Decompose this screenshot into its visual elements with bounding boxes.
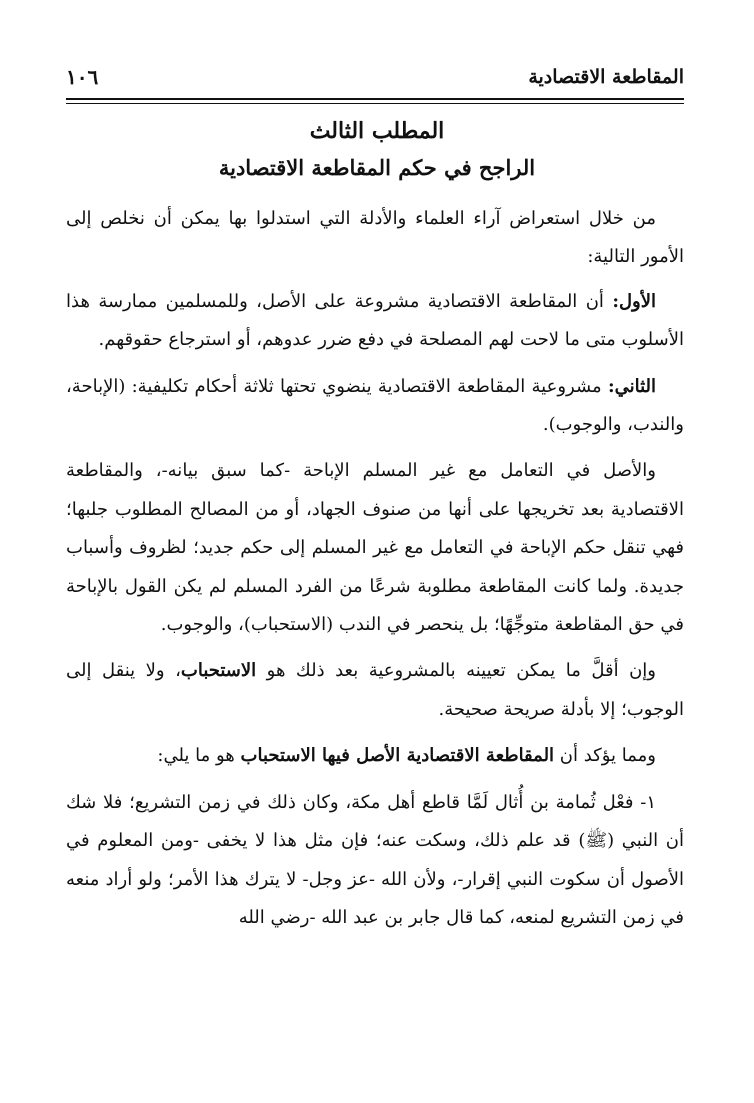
section-subtitle: الراجح في حكم المقاطعة الاقتصادية xyxy=(218,155,536,180)
body-text xyxy=(66,200,684,945)
paragraph-6: ١- فعْل ثُمامة بن أُثال لَمَّا قاطع أهل مكة، وكان ذلك في زمن التشريع؛ فلا شك أن النبي (ﷺ) قد علم ذلك، وسكت عنه؛ فإن مثل هذا لا يخفى -ومن المعلوم في الأصول أن سكوت النبي إقرار-، ولأن الله -عز وجل- لا يترك هذا الأمر؛ ولو أراد منعه في زمن التشريع لمنعه، كما قال جابر بن عبد الله -رضي الله xyxy=(66,791,684,928)
p4-after: ، ولا ينقل إلى الوجوب؛ إلا بأدلة صريحة صحيحة. xyxy=(66,660,684,720)
p4-before: وإن أقلَّ ما يمكن تعيينه بالمشروعية بعد ذلك هو xyxy=(256,660,656,682)
page-number: ١٠٦ xyxy=(66,65,99,89)
paragraph-second xyxy=(66,368,684,445)
paragraph-first xyxy=(66,283,684,360)
first-text: أن المقاطعة الاقتصادية مشروعة على الأصل، وللمسلمين ممارسة هذا الأسلوب متى ما لاحت لهم المصلحة في دفع ضرر عدوهم، أو استرجاع حقوقهم. xyxy=(66,290,684,351)
page-header xyxy=(66,62,684,92)
p4-bold: الاستحباب xyxy=(180,660,257,682)
running-title: المقاطعة الاقتصادية xyxy=(528,66,684,88)
p5-before: ومما يؤكد أن xyxy=(554,745,656,767)
header-divider xyxy=(66,98,684,104)
p5-bold: المقاطعة الاقتصادية الأصل فيها الاستحباب xyxy=(240,745,555,767)
paragraph-intro: من خلال استعراض آراء العلماء والأدلة التي استدلوا بها يمكن أن نخلص إلى الأمور التالية: xyxy=(66,208,684,268)
paragraph-5 xyxy=(66,737,684,775)
first-label: الأول: xyxy=(612,290,656,312)
second-text: مشروعية المقاطعة الاقتصادية ينضوي تحتها ثلاثة أحكام تكليفية: (الإباحة، والندب، والوجوب). xyxy=(66,375,684,436)
second-label: الثاني: xyxy=(607,375,656,397)
p5-after: هو ما يلي: xyxy=(157,745,241,767)
section-title: المطلب الثالث xyxy=(309,118,445,144)
paragraph-4 xyxy=(66,652,684,729)
paragraph-3: والأصل في التعامل مع غير المسلم الإباحة -كما سبق بيانه-، والمقاطعة الاقتصادية بعد تخريجها على أنها من صنوف الجهاد، أو من المصالح المطلوب جلبها؛ فهي تنقل حكم الإباحة في التعامل مع غير المسلم إلى حكم جديد؛ لظروف وأسباب جديدة. ولما كانت المقاطعة مطلوبة شرعًا من الفرد المسلم لم يكن القول بالإباحة في حق المقاطعة متوجِّهًا؛ بل ينحصر في الندب (الاستحباب)، والوجوب. xyxy=(66,460,684,636)
